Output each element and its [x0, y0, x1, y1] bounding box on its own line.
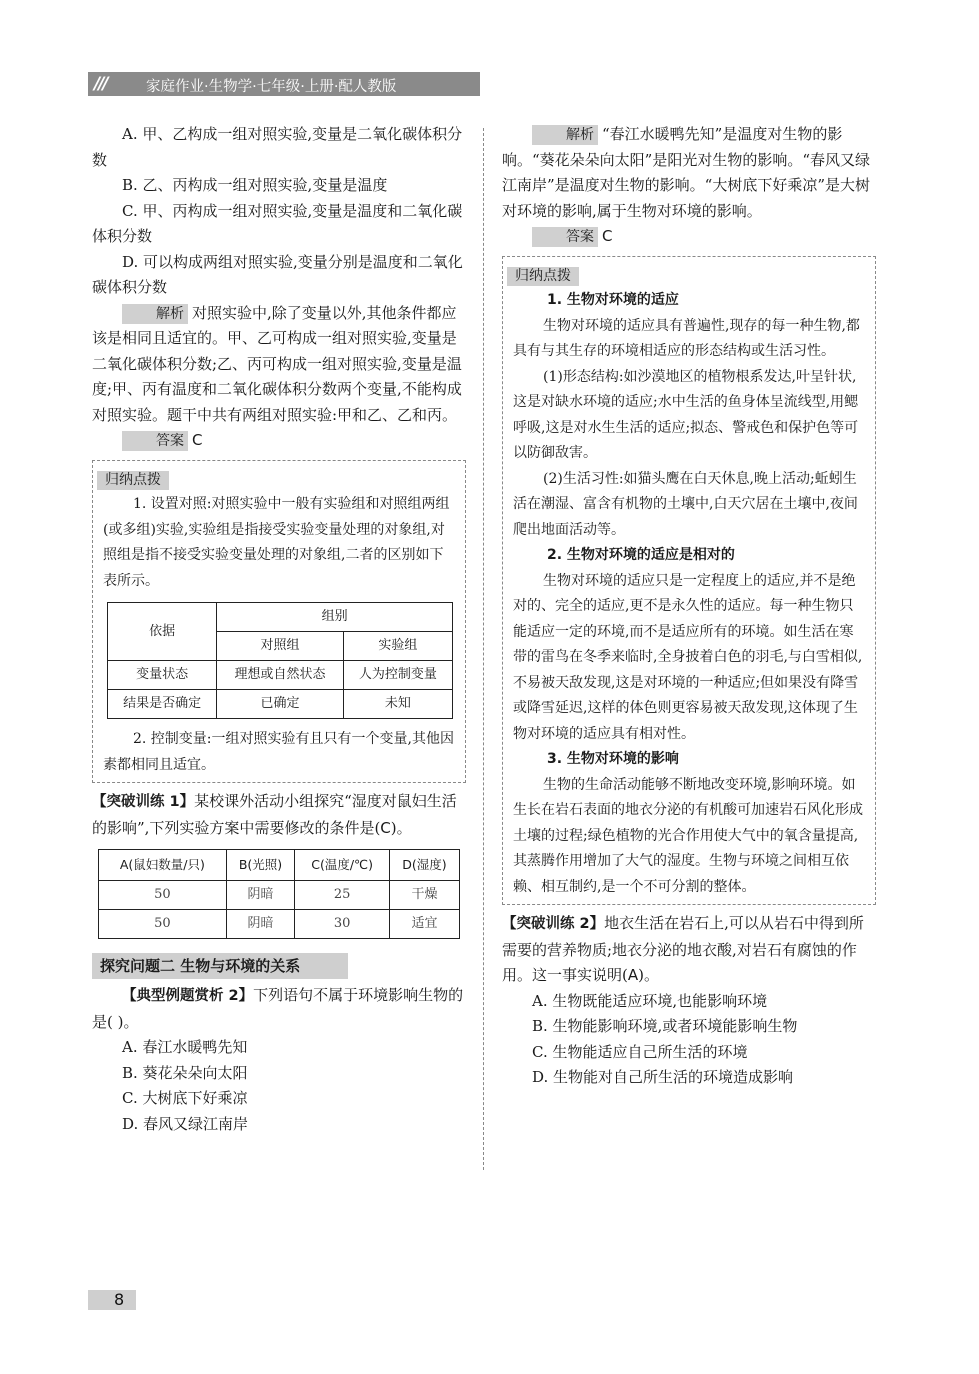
analysis-paragraph — [502, 122, 876, 224]
summary-paragraph: 生物对环境的适应具有普遍性,现存的每一种生物,都具有与其生存的环境相适应的形态结构或生活习性。 — [513, 317, 860, 359]
header-title: 家庭作业·生物学·七年级·上册·配人教版 — [146, 79, 397, 95]
table-header: D(湿度) — [389, 850, 459, 881]
comparison-table — [107, 602, 453, 719]
table-cell: 阴暗 — [226, 910, 295, 939]
table-header: C(温度/℃) — [295, 850, 390, 881]
summary-point-1: 1. 设置对照:对照实验中一般有实验组和对照组两组(或多组)实验,实验组是指接受实验变量处理的对象组,对照组是指不接受实验变量处理的对象组,二者的区别如下表所示。 — [103, 496, 450, 589]
table-row — [99, 910, 460, 939]
example-2-text: 下列语句不属于环境影响生物的是( )。 — [92, 986, 464, 1031]
option-b: B. 乙、丙构成一组对照实验,变量是温度 — [122, 176, 388, 194]
training-1-text: 某校课外活动小组探究“湿度对鼠妇生活的影响”,下列实验方案中需要修改的条件是( — [92, 792, 457, 837]
summary-box-title: 归纳点拨 — [507, 267, 579, 286]
training-2-text: 地衣生活在岩石上,可以从岩石中得到所需要的营养物质;地衣分泌的地衣酸,对岩石有腐蚀的作用。这一事实说明( — [502, 914, 864, 984]
table-header: B(光照) — [226, 850, 295, 881]
table-cell: 未知 — [343, 690, 452, 719]
page-number-bar — [88, 1290, 136, 1310]
running-header — [88, 72, 480, 96]
table-header-control: 对照组 — [217, 632, 343, 661]
table-header: A(鼠妇数量/只) — [99, 850, 227, 881]
table-cell: 结果是否确定 — [108, 690, 217, 719]
example-option: C. 大树底下好乘凉 — [122, 1089, 248, 1107]
training-option: B. 生物能影响环境,或者环境能影响生物 — [532, 1017, 798, 1035]
right-column — [502, 122, 876, 1091]
example-option: B. 葵花朵朵向太阳 — [122, 1063, 248, 1082]
summary-paragraph: 生物对环境的适应只是一定程度上的适应,并不是绝对的、完全的适应,更不是永久性的适应。每一种生物只能适应一定的环境,而不是适应所有的环境。如生活在寒带的雷鸟在冬季来临时,全身披着白色的羽毛,与白雪相似,不易被天敌发现,这是对环境的一种适应;但如果没有降雪或降雪延迟,这样的体色则更容易被天敌发现,这体现了生物对环境的适应具有相对性。 — [513, 572, 863, 742]
summary-point-2: 2. 控制变量:一组对照实验有且只有一个变量,其他因素都相同且适宜。 — [103, 731, 454, 773]
table-cell: 30 — [295, 910, 390, 939]
option-a: A. 甲、乙构成一组对照实验,变量是二氧化碳体积分数 — [92, 125, 463, 169]
analysis-paragraph — [92, 301, 466, 429]
analysis-text: 对照实验中,除了变量以外,其他条件都应该是相同且适宜的。甲、乙可构成一组对照实验,变量是二氧化碳体积分数;乙、丙可构成一组对照实验,变量是温度;甲、丙有温度和二氧化碳体积分数两个变量,不能构成对照实验。题干中共有两组对照实验:甲和乙、乙和丙。 — [92, 303, 462, 424]
table-cell: 适宜 — [389, 910, 459, 939]
answer-label: 答案 — [122, 431, 188, 451]
option-d: D. 可以构成两组对照实验,变量分别是温度和二氧化碳体积分数 — [92, 252, 463, 296]
training-option: A. 生物既能适应环境,也能影响环境 — [532, 991, 768, 1010]
page-number: 8 — [114, 1290, 125, 1309]
summary-box — [92, 460, 466, 784]
analysis-label: 解析 — [532, 125, 598, 145]
answer-value: C — [602, 227, 613, 245]
table-cell: 人为控制变量 — [343, 661, 452, 690]
training-2 — [502, 911, 876, 989]
training-1 — [92, 789, 466, 841]
training-2-answer: A — [627, 966, 639, 984]
table-header-experiment: 实验组 — [343, 632, 452, 661]
answer-line — [92, 428, 466, 454]
summary-heading-1: 1. 生物对环境的适应 — [547, 292, 679, 308]
training-2-end: )。 — [638, 966, 659, 984]
table-header-group: 组别 — [217, 603, 453, 632]
header-stripes: /// — [94, 74, 107, 94]
summary-paragraph: 生物的生命活动能够不断地改变环境,影响环境。如生长在岩石表面的地衣分泌的有机酸可加速岩石风化形成土壤的过程;绿色植物的光合作用使大气中的氧含量提高,其蒸腾作用增加了大气的湿度。生物与环境之间相互依赖、相互制约,是一个不可分割的整体。 — [513, 776, 863, 895]
summary-box-title: 归纳点拨 — [97, 471, 169, 490]
table-cell: 阴暗 — [226, 881, 295, 910]
summary-paragraph: (1)形态结构:如沙漠地区的植物根系发达,叶呈针状,这是对缺水环境的适应;水中生活的鱼身体呈流线型,用鳃呼吸,这是对水生生活的适应;拟态、警戒色和保护色等可以防御敌害。 — [513, 368, 859, 461]
left-column — [92, 122, 466, 1137]
training-option: C. 生物能适应自己所生活的环境 — [532, 1042, 748, 1061]
table-cell: 50 — [99, 910, 227, 939]
table-row — [108, 690, 453, 719]
analysis-label: 解析 — [122, 304, 188, 324]
summary-heading-2: 2. 生物对环境的适应是相对的 — [547, 547, 735, 563]
example-option: D. 春风又绿江南岸 — [122, 1114, 249, 1133]
example-option: A. 春江水暖鸭先知 — [122, 1038, 248, 1056]
training-1-answer: C — [380, 818, 391, 837]
table-header-basis: 依据 — [108, 603, 217, 661]
example-2-label: 【典型例题赏析 2】 — [122, 988, 254, 1004]
training-option: D. 生物能对自己所生活的环境造成影响 — [532, 1068, 794, 1086]
section-heading: 探究问题二 生物与环境的关系 — [92, 953, 348, 979]
table-cell: 50 — [99, 881, 227, 910]
table-cell: 干燥 — [389, 881, 459, 910]
woodlouse-table — [98, 849, 460, 939]
option-c: C. 甲、丙构成一组对照实验,变量是温度和二氧化碳体积分数 — [92, 201, 463, 245]
summary-paragraph: (2)生活习性:如猫头鹰在白天休息,晚上活动;蚯蚓生活在潮湿、富含有机物的土壤中,白天穴居在土壤中,夜间爬出地面活动等。 — [513, 470, 858, 538]
column-divider — [483, 128, 484, 1170]
table-cell: 已确定 — [217, 690, 343, 719]
analysis-text: “春江水暖鸭先知”是温度对生物的影响。“葵花朵朵向太阳”是阳光对生物的影响。“春风又绿江南岸”是温度对生物的影响。“大树底下好乘凉”是大树对环境的影响,属于生物对环境的影响。 — [502, 125, 871, 220]
table-row — [99, 881, 460, 910]
table-cell: 25 — [295, 881, 390, 910]
answer-value: C — [192, 431, 203, 449]
summary-heading-3: 3. 生物对环境的影响 — [547, 751, 679, 767]
example-2 — [92, 983, 466, 1035]
training-1-end: )。 — [390, 818, 412, 837]
table-row — [108, 661, 453, 690]
table-cell: 变量状态 — [108, 661, 217, 690]
answer-line — [502, 224, 876, 250]
training-2-label: 【突破训练 2】 — [502, 916, 605, 932]
table-cell: 理想或自然状态 — [217, 661, 343, 690]
answer-label: 答案 — [532, 227, 598, 247]
summary-box — [502, 256, 876, 906]
training-1-label: 【突破训练 1】 — [92, 794, 195, 810]
